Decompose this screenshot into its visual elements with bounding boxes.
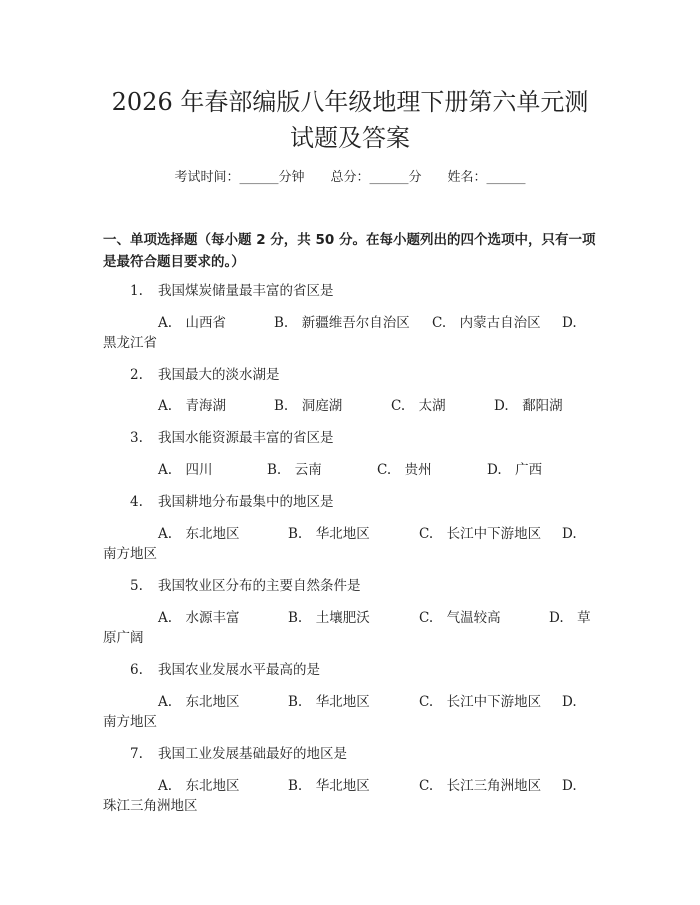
name-label: 姓名： bbox=[447, 170, 487, 185]
page-title bbox=[60, 84, 640, 156]
question-number: 5. bbox=[130, 578, 143, 594]
option-b: B. 土壤肥沃 bbox=[288, 610, 370, 626]
option-d: D. 鄱阳湖 bbox=[494, 398, 563, 414]
score-unit: 分 bbox=[408, 170, 422, 185]
option-a: A. 东北地区 bbox=[158, 778, 240, 794]
option-b: B. 华北地区 bbox=[288, 526, 370, 542]
option-a: A. 东北地区 bbox=[158, 694, 240, 710]
exam-info bbox=[60, 168, 640, 188]
section-heading-line-1: 一、单项选择题（每小题 2 分，共 50 分。在每小题列出的四个选项中，只有一项 bbox=[103, 232, 596, 248]
option-a: A. 山西省 bbox=[158, 315, 227, 331]
section-heading-line-2: 是最符合题目要求的。） bbox=[103, 254, 245, 270]
option-c: C. 太湖 bbox=[391, 398, 446, 414]
question-2 bbox=[130, 365, 280, 385]
question-text: 我国煤炭储量最丰富的省区是 bbox=[158, 283, 334, 299]
option-b: B. 新疆维吾尔自治区 bbox=[274, 315, 410, 331]
question-number: 4. bbox=[130, 494, 143, 510]
option-c: C. 长江中下游地区 bbox=[419, 526, 542, 542]
option-a: A. 东北地区 bbox=[158, 526, 240, 542]
question-number: 3. bbox=[130, 430, 143, 446]
question-text: 我国工业发展基础最好的地区是 bbox=[158, 746, 347, 762]
question-number: 2. bbox=[130, 367, 143, 383]
question-number: 1. bbox=[130, 283, 143, 299]
time-label: 考试时间： bbox=[174, 170, 240, 185]
score-blank: ______ bbox=[369, 170, 409, 185]
option-b: B. 华北地区 bbox=[288, 694, 370, 710]
question-7 bbox=[130, 744, 347, 764]
question-text: 我国最大的淡水湖是 bbox=[158, 367, 280, 383]
question-text: 我国水能资源最丰富的省区是 bbox=[158, 430, 334, 446]
option-d: D. bbox=[562, 526, 577, 542]
option-a: A. 四川 bbox=[158, 462, 213, 478]
question-text: 我国农业发展水平最高的是 bbox=[158, 662, 320, 678]
question-number: 6. bbox=[130, 662, 143, 678]
time-unit: 分钟 bbox=[278, 170, 305, 185]
option-d-wrap: 南方地区 bbox=[103, 714, 157, 730]
question-text: 我国牧业区分布的主要自然条件是 bbox=[158, 578, 361, 594]
option-a: A. 青海湖 bbox=[158, 398, 227, 414]
question-4 bbox=[130, 492, 334, 512]
option-b: B. 华北地区 bbox=[288, 778, 370, 794]
question-5 bbox=[130, 576, 361, 596]
option-d-wrap: 黑龙江省 bbox=[103, 335, 157, 351]
section-heading bbox=[103, 229, 603, 273]
option-d: D. bbox=[562, 778, 577, 794]
option-c: C. 贵州 bbox=[377, 462, 432, 478]
option-c: C. 长江中下游地区 bbox=[419, 694, 542, 710]
question-3 bbox=[130, 428, 334, 448]
option-d-wrap: 珠江三角洲地区 bbox=[103, 798, 198, 814]
option-d: D. 草 bbox=[549, 610, 591, 626]
question-1 bbox=[130, 281, 334, 301]
option-a: A. 水源丰富 bbox=[158, 610, 240, 626]
option-d: D. bbox=[562, 315, 577, 331]
question-number: 7. bbox=[130, 746, 143, 762]
title-line-1: 2026 年春部编版八年级地理下册第六单元测 bbox=[111, 88, 589, 116]
name-blank: ______ bbox=[486, 170, 526, 185]
time-blank: ______ bbox=[239, 170, 279, 185]
option-d: D. bbox=[562, 694, 577, 710]
option-c: C. 气温较高 bbox=[419, 610, 501, 626]
option-b: B. 洞庭湖 bbox=[274, 398, 343, 414]
option-c: C. 内蒙古自治区 bbox=[432, 315, 541, 331]
option-b: B. 云南 bbox=[267, 462, 322, 478]
score-label: 总分： bbox=[330, 170, 370, 185]
option-d-wrap: 原广阔 bbox=[103, 630, 144, 646]
question-6 bbox=[130, 660, 320, 680]
option-d: D. 广西 bbox=[487, 462, 543, 478]
title-line-2: 试题及答案 bbox=[290, 124, 410, 152]
option-d-wrap: 南方地区 bbox=[103, 546, 157, 562]
option-c: C. 长江三角洲地区 bbox=[419, 778, 542, 794]
question-text: 我国耕地分布最集中的地区是 bbox=[158, 494, 334, 510]
